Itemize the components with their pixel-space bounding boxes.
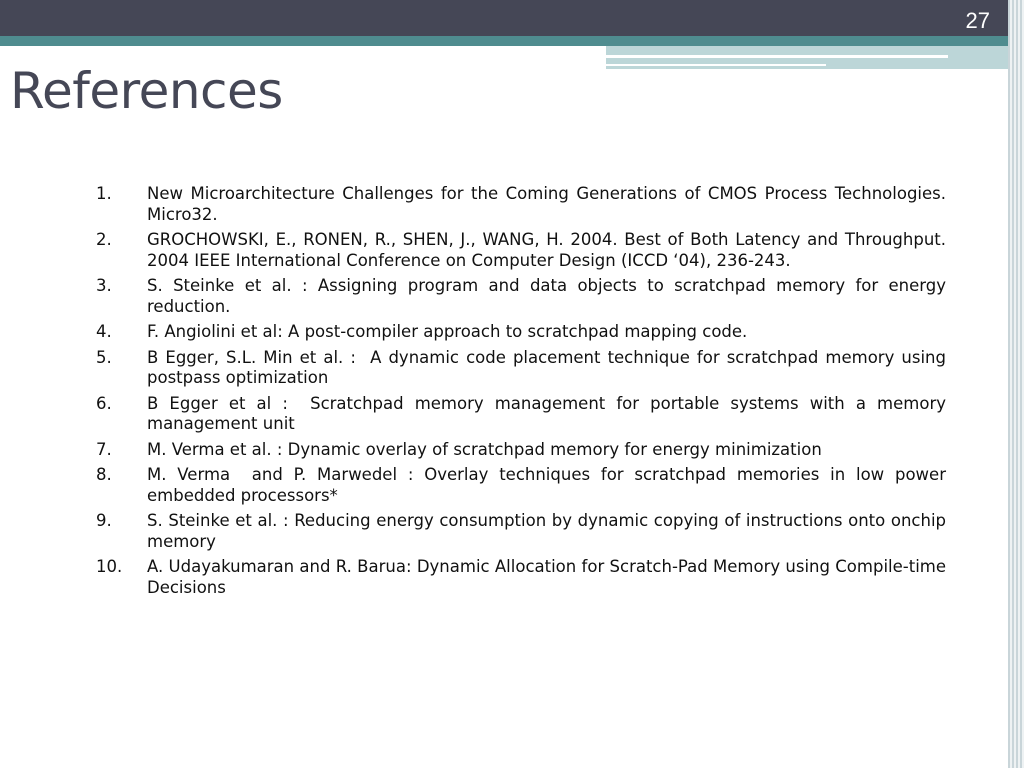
reference-number: 8. bbox=[96, 465, 112, 484]
reference-number: 4. bbox=[96, 322, 112, 341]
list-item bbox=[96, 511, 952, 552]
reference-text: F. Angiolini et al: A post-compiler approach to scratchpad mapping code. bbox=[147, 322, 748, 341]
list-item bbox=[96, 184, 952, 225]
reference-number: 9. bbox=[96, 511, 112, 530]
reference-number: 3. bbox=[96, 276, 112, 295]
reference-text: New Microarchitecture Challenges for the Coming Generations of CMOS Process Technologies. Micro32. bbox=[147, 184, 952, 224]
reference-text: GROCHOWSKI, E., RONEN, R., SHEN, J., WANG, H. 2004. Best of Both Latency and Throughput. 2004 IEEE International Conference on Computer Design (ICCD ‘04), 236-243. bbox=[147, 230, 952, 270]
page-title: References bbox=[10, 62, 283, 120]
list-item bbox=[96, 347, 952, 389]
reference-number: 2. bbox=[96, 230, 112, 249]
header-band bbox=[0, 0, 1024, 36]
reference-text: S. Steinke et al. : Reducing energy consumption by dynamic copying of instructions onto onchip memory bbox=[147, 511, 952, 551]
reference-text: B Egger et al : Scratchpad memory management for portable systems with a memory management unit bbox=[147, 393, 952, 433]
header-decor-line bbox=[606, 64, 826, 66]
reference-number: 1. bbox=[96, 184, 112, 203]
reference-number: 6. bbox=[96, 393, 112, 413]
list-item bbox=[96, 557, 952, 598]
list-item bbox=[96, 276, 952, 317]
reference-number: 5. bbox=[96, 347, 112, 367]
list-item bbox=[96, 230, 952, 271]
reference-text: A. Udayakumaran and R. Barua: Dynamic Allocation for Scratch-Pad Memory using Compile-time Decisions bbox=[147, 557, 952, 597]
reference-number: 7. bbox=[96, 439, 112, 459]
reference-text: M. Verma and P. Marwedel : Overlay techniques for scratchpad memories in low power embedded processors* bbox=[147, 465, 952, 505]
header-accent-band bbox=[0, 36, 1024, 46]
list-item bbox=[96, 322, 946, 343]
reference-list bbox=[96, 184, 952, 603]
reference-text: M. Verma et al. : Dynamic overlay of scratchpad memory for energy minimization bbox=[147, 439, 822, 459]
list-item bbox=[96, 465, 952, 506]
reference-text: S. Steinke et al. : Assigning program and data objects to scratchpad memory for energy reduction. bbox=[147, 276, 952, 316]
list-item bbox=[96, 440, 946, 461]
reference-number: 10. bbox=[96, 557, 123, 576]
reference-text: B Egger, S.L. Min et al. : A dynamic code placement technique for scratchpad memory using postpass optimization bbox=[147, 347, 952, 387]
list-item bbox=[96, 393, 952, 435]
right-edge-decor bbox=[1008, 0, 1024, 768]
header-decor-line bbox=[606, 55, 948, 58]
slide-number: 27 bbox=[965, 8, 990, 33]
